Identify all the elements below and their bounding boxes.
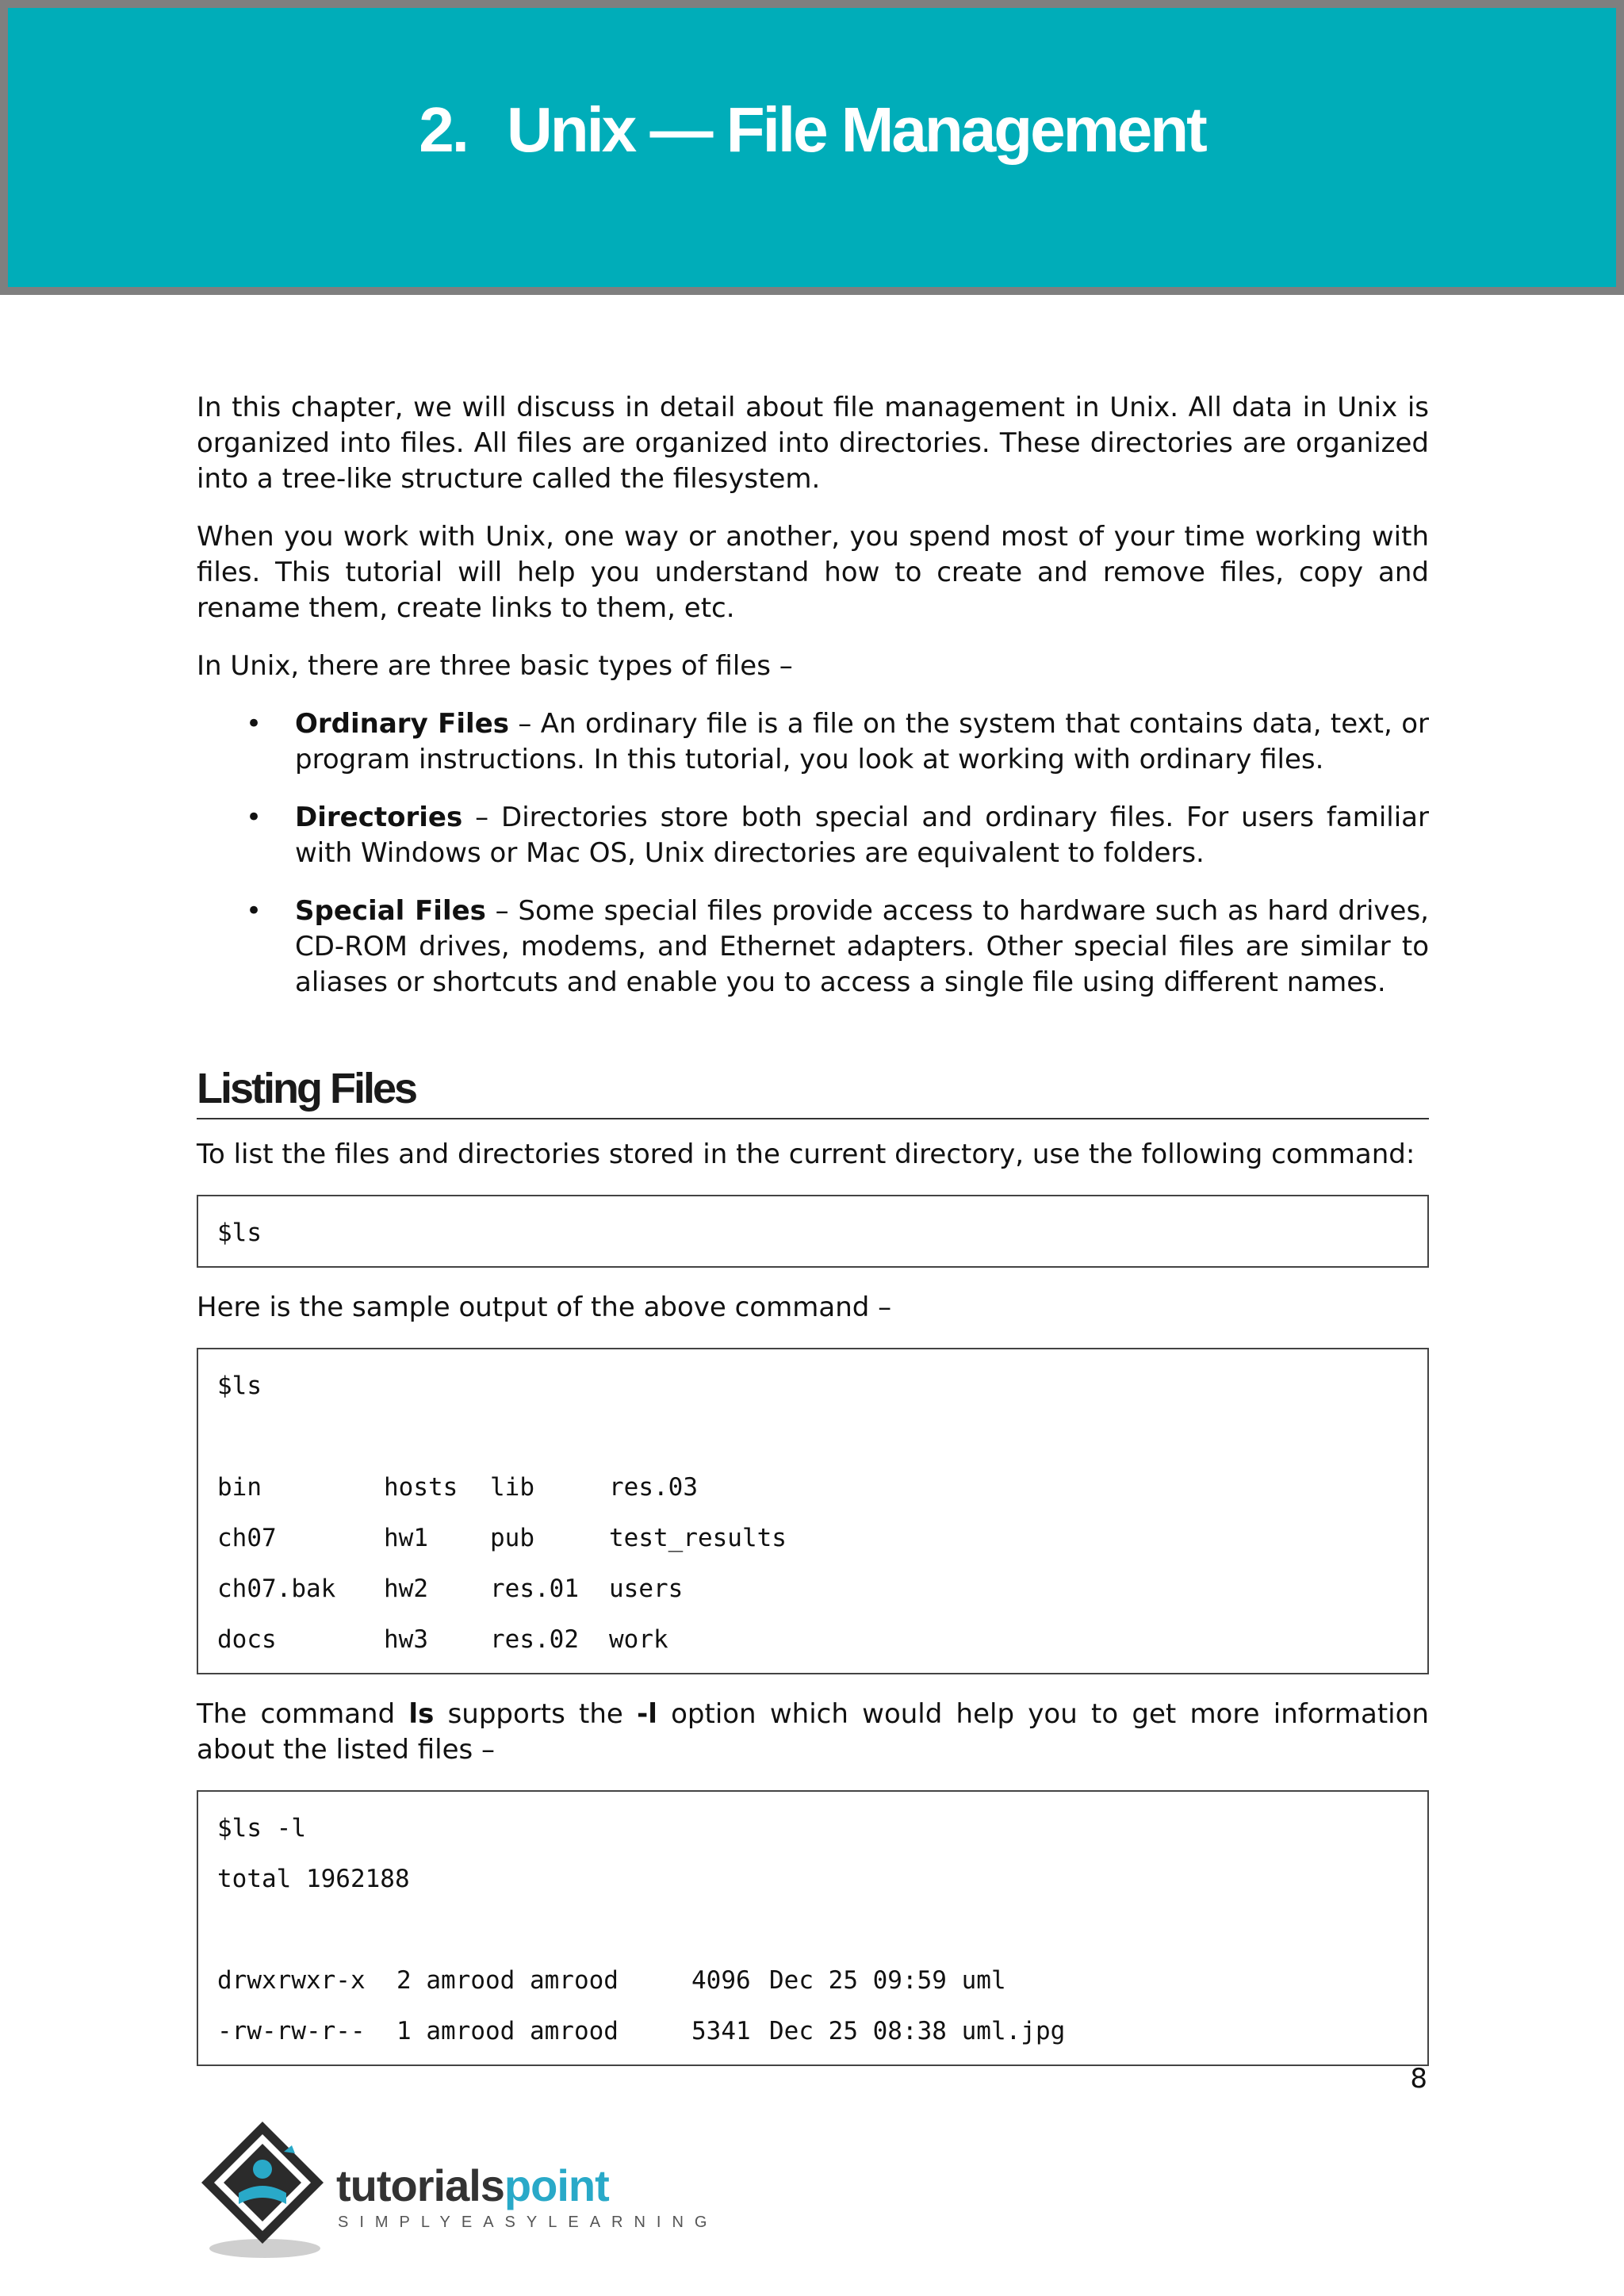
table-cell: res.02 [490, 1625, 579, 1654]
table-row [217, 1513, 787, 1563]
table-cell: hosts [384, 1473, 458, 1502]
table-cell: res.03 [609, 1473, 698, 1502]
code-block-ls-output [197, 1348, 1429, 1674]
chapter-number: 2. [419, 94, 467, 165]
code-blank-line [217, 1411, 1408, 1462]
section-heading-listing-files: Listing Files [197, 1064, 1429, 1119]
desc-special-files: – Some special files provide access to hardware such as hard drives, CD-ROM drives, modems, and Ethernet adapters. Other special files are similar to aliases or shortcuts and enable you to access a single file using different names. [295, 895, 1429, 998]
table-cell: ch07.bak [217, 1575, 336, 1603]
table-cell: bin [217, 1473, 262, 1502]
table-cell: 4096 [691, 1966, 751, 1995]
desc-directories: – Directories store both special and ordinary files. For users familiar with Windows or Mac OS, Unix directories are equivalent to folders. [295, 802, 1429, 869]
table-cell: pub [490, 1524, 534, 1552]
code-line: $ls [217, 1372, 262, 1400]
table-cell: Dec 25 08:38 uml.jpg [769, 2017, 1066, 2045]
table-cell: users [609, 1575, 684, 1603]
table-cell: hw1 [384, 1524, 428, 1552]
ls-output-table [217, 1462, 787, 1665]
page-number: 8 [1410, 2063, 1427, 2095]
text-run: option which would help you to get more information about the listed files – [197, 1698, 1429, 1766]
inline-command-ls: ls [408, 1698, 435, 1730]
table-cell: Dec 25 09:59 uml [769, 1966, 1006, 1995]
list-item-special-files [295, 894, 1429, 1001]
list-item-ordinary-files [295, 706, 1429, 778]
table-cell: test_results [609, 1524, 787, 1552]
page-content [197, 390, 1429, 2088]
listing-paragraph-3 [197, 1697, 1429, 1768]
table-row [217, 1462, 787, 1513]
intro-paragraph-2: When you work with Unix, one way or another, you spend most of your time working with files. This tutorial will help you understand how to create and remove files, copy and rename them, create links to them, etc. [197, 521, 1429, 624]
text-run: The command [197, 1698, 409, 1730]
table-cell: docs [217, 1625, 277, 1654]
table-cell: work [609, 1625, 668, 1654]
table-row [217, 1614, 787, 1665]
logo-wordmark [336, 2160, 609, 2211]
table-cell: res.01 [490, 1575, 579, 1603]
tutorialspoint-logo [195, 2115, 718, 2266]
logo-tagline: SIMPLYEASYLEARNING [338, 2214, 718, 2231]
code-block-ls-l-output [197, 1790, 1429, 2066]
table-cell: lib [490, 1473, 534, 1502]
table-cell: drwxrwxr-x [217, 1966, 366, 1995]
table-cell: hw2 [384, 1575, 428, 1603]
inline-option-l: -l [637, 1698, 657, 1730]
term-special-files: Special Files [295, 895, 486, 927]
code-block-ls [197, 1195, 1429, 1268]
table-row [217, 1563, 787, 1614]
desc-ordinary-files: – An ordinary file is a file on the system that contains data, text, or program instructions. In this tutorial, you look at working with ordinary files. [295, 708, 1429, 775]
list-item-directories [295, 800, 1429, 871]
table-cell: 1 amrood amrood [396, 2017, 619, 2045]
term-directories: Directories [295, 802, 463, 833]
table-cell: hw3 [384, 1625, 428, 1654]
file-types-list [197, 706, 1429, 1001]
table-cell: 5341 [691, 2017, 751, 2045]
listing-paragraph-2: Here is the sample output of the above command – [197, 1292, 892, 1323]
ls-l-output-table [217, 1955, 1065, 2057]
table-cell: ch07 [217, 1524, 277, 1552]
intro-paragraph-1: In this chapter, we will discuss in detail about file management in Unix. All data in Unix is organized into files. All files are organized into directories. These directories are organized into a tree-like structure called the filesystem. [197, 392, 1429, 495]
logo-word-tutorials: tutorials [336, 2160, 504, 2210]
chapter-title-text: Unix — File Management [506, 94, 1205, 165]
logo-diamond-icon [195, 2115, 330, 2266]
table-row [217, 1955, 1065, 2006]
text-run: supports the [434, 1698, 638, 1730]
chapter-banner [0, 0, 1624, 295]
code-line: $ls [217, 1219, 262, 1247]
intro-paragraph-3: In Unix, there are three basic types of files – [197, 650, 793, 682]
code-line: $ls -l [217, 1814, 306, 1843]
table-row [217, 2006, 1065, 2057]
listing-paragraph-1: To list the files and directories stored in the current directory, use the following command: [197, 1138, 1415, 1170]
chapter-title [8, 94, 1616, 166]
code-blank-line [217, 1904, 1408, 1955]
term-ordinary-files: Ordinary Files [295, 708, 509, 740]
logo-word-point: point [504, 2160, 609, 2210]
code-line: total 1962188 [217, 1865, 410, 1893]
table-cell: 2 amrood amrood [396, 1966, 619, 1995]
table-cell: -rw-rw-r-- [217, 2017, 366, 2045]
